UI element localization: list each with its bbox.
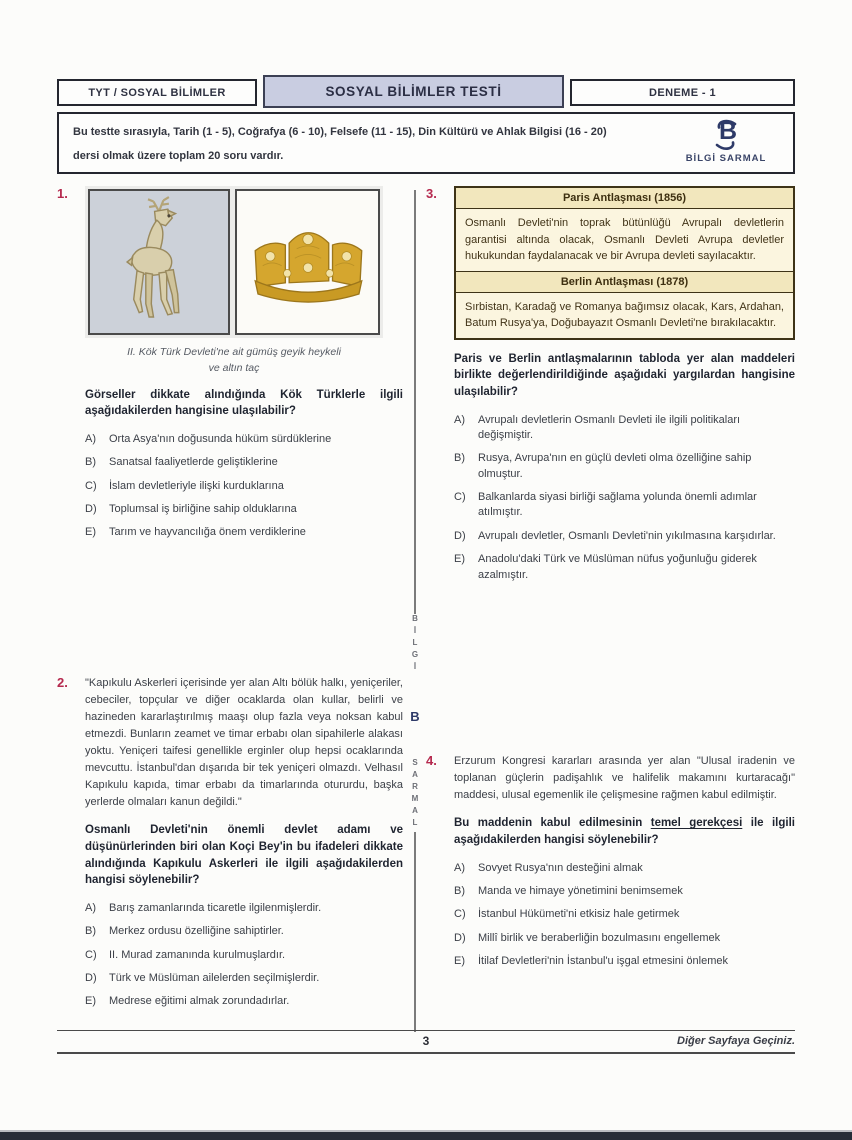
option-row bbox=[454, 413, 795, 444]
option-letter: B) bbox=[85, 456, 96, 469]
option-letter: A) bbox=[85, 901, 96, 914]
right-column bbox=[426, 186, 795, 977]
option-row bbox=[85, 479, 403, 494]
option-row bbox=[454, 490, 795, 521]
column-divider-bottom bbox=[414, 832, 416, 1032]
gold-crown-image bbox=[235, 189, 380, 335]
watermark-logo-icon: B bbox=[410, 708, 420, 724]
question-4-intro: Erzurum Kongresi kararları arasında yer alan "Ulusal iradenin ve toplanan güçlerin padişahlık ve halifelik makamını kurtaracağı" maddesi, ulusal egemenlik ile çelişmesine rağmen kabul edilmiştir. bbox=[454, 755, 795, 802]
option-letter: C) bbox=[454, 491, 466, 504]
question-2-stem: Osmanlı Devleti'nin önemli devlet adamı ve düşünürlerinden biri olan Koçi Bey'in bu ifadeleri dikkate alındığında Kapıkulu Askerleri ile ilgili aşağıdakilerden hangisi söylenebilir? bbox=[85, 824, 403, 887]
option-row bbox=[85, 525, 403, 540]
question-1-options bbox=[85, 432, 403, 541]
question-3-stem: Paris ve Berlin antlaşmalarının tabloda yer alan maddeleri birlikte değerlendirildiğinde aşağıdaki yargılardan hangisine ulaşılabilir? bbox=[454, 352, 795, 398]
option-row bbox=[85, 924, 403, 939]
question-3-options bbox=[454, 413, 795, 584]
option-row bbox=[454, 451, 795, 482]
question-4-stem bbox=[454, 815, 795, 848]
logo-monogram: B bbox=[719, 117, 738, 145]
question-2-quote: "Kapıkulu Askerleri içerisinde yer alan Altı bölük halkı, yeniçeriler, cebeciler, topçular ve diğer ocaklarda olan kullar, belirli ve hazineden kararlaştırılmış maaşı olup fazla veya noksan kabul etmezdi. Bunların zeamet ve timar erbabı olan sipahilerle alakası yoktu. Yeniçeri taifesi genellikle erginler olup hepsi ocaklarında mevcuttu. İstanbul'dan dışarıda bir tek yeniçeri olmazdı. Velhasıl Kapıkulu kapıda, timar erbabı da timarlarında otururdu, başka yerlerde olmaları kanun değildi." bbox=[85, 676, 403, 809]
info-line-1: Bu testte sırasıyla, Tarih (1 - 5), Coğrafya (6 - 10), Felsefe (11 - 15), Din Kültürü ve Ahlak Bilgisi (16 - 20) bbox=[73, 126, 607, 138]
option-text: Sanatsal faaliyetlerde geliştiklerine bbox=[109, 456, 278, 469]
option-row bbox=[85, 901, 403, 916]
option-letter: B) bbox=[454, 884, 465, 897]
publisher-brand bbox=[671, 118, 781, 164]
option-text: Manda ve himaye yönetimini benimsemek bbox=[478, 884, 683, 897]
divider-watermark bbox=[405, 614, 425, 830]
option-row bbox=[85, 502, 403, 517]
option-row bbox=[85, 994, 403, 1009]
question-2-number: 2. bbox=[57, 674, 68, 690]
question-4-options bbox=[454, 861, 795, 970]
option-text: Barış zamanlarında ticaretle ilgilenmişlerdir. bbox=[109, 901, 322, 914]
option-text: II. Murad zamanında kurulmuşlardır. bbox=[109, 948, 286, 961]
header-exam-label: DENEME - 1 bbox=[649, 86, 716, 99]
option-letter: A) bbox=[85, 432, 96, 445]
bilgi-sarmal-logo-icon bbox=[711, 118, 741, 152]
option-text: Türk ve Müslüman ailelerden seçilmişlerdir. bbox=[109, 972, 320, 985]
column-divider-top bbox=[414, 190, 416, 614]
option-letter: A) bbox=[454, 861, 465, 874]
option-row bbox=[85, 971, 403, 986]
option-text: Millî birlik ve beraberliğin bozulmasını engellemek bbox=[478, 931, 721, 944]
option-letter: C) bbox=[85, 479, 97, 492]
option-row bbox=[85, 432, 403, 447]
question-1 bbox=[57, 186, 403, 549]
question-1-figure bbox=[85, 186, 383, 338]
option-row bbox=[454, 954, 795, 969]
option-letter: C) bbox=[454, 908, 466, 921]
crown-illustration bbox=[242, 198, 374, 326]
question-2-options bbox=[85, 901, 403, 1010]
watermark-text-bottom: SARMAL bbox=[410, 758, 420, 830]
question-4-number: 4. bbox=[426, 753, 437, 769]
option-letter: E) bbox=[85, 995, 96, 1008]
option-letter: D) bbox=[454, 931, 466, 944]
option-row bbox=[85, 948, 403, 963]
treaty-table-body-paris: Osmanlı Devleti'nin toprak bütünlüğü Avrupalı devletlerin garantisi altında olacak, Osmanlı Devleti Avrupa devletler hukukundan faydalanacak ve bir Avrupa devleti sayılacaktır. bbox=[456, 209, 793, 272]
option-letter: E) bbox=[85, 526, 96, 539]
header-test-title: SOSYAL BİLİMLER TESTİ bbox=[325, 84, 502, 99]
question-2 bbox=[57, 675, 403, 1018]
option-letter: A) bbox=[454, 413, 465, 426]
info-line-2: dersi olmak üzere toplam 20 soru vardır. bbox=[73, 150, 284, 162]
option-letter: B) bbox=[85, 925, 96, 938]
stem-text: ile ilgili aşağıdakilerden hangisi söylenebilir? bbox=[454, 817, 795, 846]
option-row bbox=[85, 455, 403, 470]
option-text: Sovyet Rusya'nın desteğini almak bbox=[478, 861, 643, 874]
header-test-title-box bbox=[263, 75, 564, 108]
option-text: İtilaf Devletleri'nin İstanbul'u işgal etmesini önlemek bbox=[478, 955, 728, 968]
header-course-label: TYT / SOSYAL BİLİMLER bbox=[88, 86, 226, 99]
test-info-box bbox=[57, 112, 795, 174]
option-row bbox=[454, 529, 795, 544]
page-number: 3 bbox=[422, 1034, 430, 1048]
option-letter: E) bbox=[454, 553, 465, 566]
header-exam-box bbox=[570, 79, 795, 106]
left-column bbox=[57, 186, 403, 1018]
option-text: Tarım ve hayvancılığa önem verdiklerine bbox=[109, 526, 306, 539]
option-row bbox=[454, 907, 795, 922]
figure-caption bbox=[85, 345, 383, 377]
question-3-number: 3. bbox=[426, 186, 437, 201]
question-4 bbox=[426, 753, 795, 977]
option-letter: E) bbox=[454, 955, 465, 968]
stem-text: Bu maddenin kabul edilmesinin bbox=[454, 817, 651, 830]
option-row bbox=[454, 884, 795, 899]
next-page-instruction: Diğer Sayfaya Geçiniz. bbox=[677, 1035, 795, 1047]
question-3 bbox=[426, 186, 795, 591]
treaty-table-header-berlin: Berlin Antlaşması (1878) bbox=[456, 272, 793, 293]
option-letter: D) bbox=[85, 972, 97, 985]
stem-underlined-text: temel gerekçesi bbox=[650, 817, 743, 830]
question-1-stem: Görseller dikkate alındığında Kök Türklerle ilgili aşağıdakilerden hangisine ulaşılabilir? bbox=[85, 388, 403, 418]
option-letter: D) bbox=[85, 503, 97, 516]
question-1-number: 1. bbox=[57, 186, 68, 201]
option-row bbox=[454, 931, 795, 946]
option-text: Anadolu'daki Türk ve Müslüman nüfus yoğunluğu giderek azalmıştır. bbox=[478, 553, 757, 581]
header-course-box bbox=[57, 79, 257, 106]
option-text: Balkanlarda siyasi birliği sağlama yolunda önemli adımlar atılmıştır. bbox=[478, 491, 757, 519]
option-text: Medrese eğitimi almak zorundadırlar. bbox=[109, 995, 290, 1008]
option-text: Merkez ordusu özelliğine sahiptirler. bbox=[109, 925, 284, 938]
figure-caption-line-1: II. Kök Türk Devleti'ne ait gümüş geyik heykeli bbox=[127, 346, 341, 358]
treaty-table bbox=[454, 186, 795, 340]
footer-divider-line bbox=[57, 1030, 795, 1031]
figure-caption-line-2: ve altın taç bbox=[208, 361, 260, 374]
option-text: Orta Asya'nın doğusunda hüküm sürdüklerine bbox=[109, 432, 332, 445]
option-letter: B) bbox=[454, 452, 465, 465]
option-row bbox=[454, 552, 795, 583]
option-text: Avrupalı devletlerin Osmanlı Devleti ile ilgili politikaları değişmiştir. bbox=[478, 413, 741, 441]
option-text: Toplumsal iş birliğine sahip olduklarına bbox=[109, 503, 297, 516]
publisher-name: BİLGİ SARMAL bbox=[685, 153, 767, 164]
option-text: İstanbul Hükümeti'ni etkisiz hale getirmek bbox=[478, 908, 680, 921]
option-text: Rusya, Avrupa'nın en güçlü devleti olma özelliğine sahip olmuştur. bbox=[478, 452, 752, 480]
footer bbox=[57, 1034, 795, 1050]
treaty-table-header-paris: Paris Antlaşması (1856) bbox=[456, 188, 793, 209]
silver-deer-statue-image bbox=[88, 189, 230, 335]
treaty-table-body-berlin: Sırbistan, Karadağ ve Romanya bağımsız olacak, Kars, Ardahan, Batum Rusya'ya, Doğubayazıt Osmanlı Devleti'ne bırakılacaktır. bbox=[456, 293, 793, 338]
bottom-edge-bar bbox=[0, 1132, 852, 1140]
option-text: İslam devletleriyle ilişki kurduklarına bbox=[109, 479, 284, 492]
deer-illustration bbox=[104, 195, 214, 329]
option-letter: C) bbox=[85, 948, 97, 961]
option-row bbox=[454, 861, 795, 876]
option-letter: D) bbox=[454, 529, 466, 542]
footer-bottom-line bbox=[57, 1052, 795, 1054]
option-text: Avrupalı devletler, Osmanlı Devleti'nin yıkılmasına karşıdırlar. bbox=[478, 529, 776, 542]
watermark-text-top: BİLGİ bbox=[410, 614, 420, 674]
